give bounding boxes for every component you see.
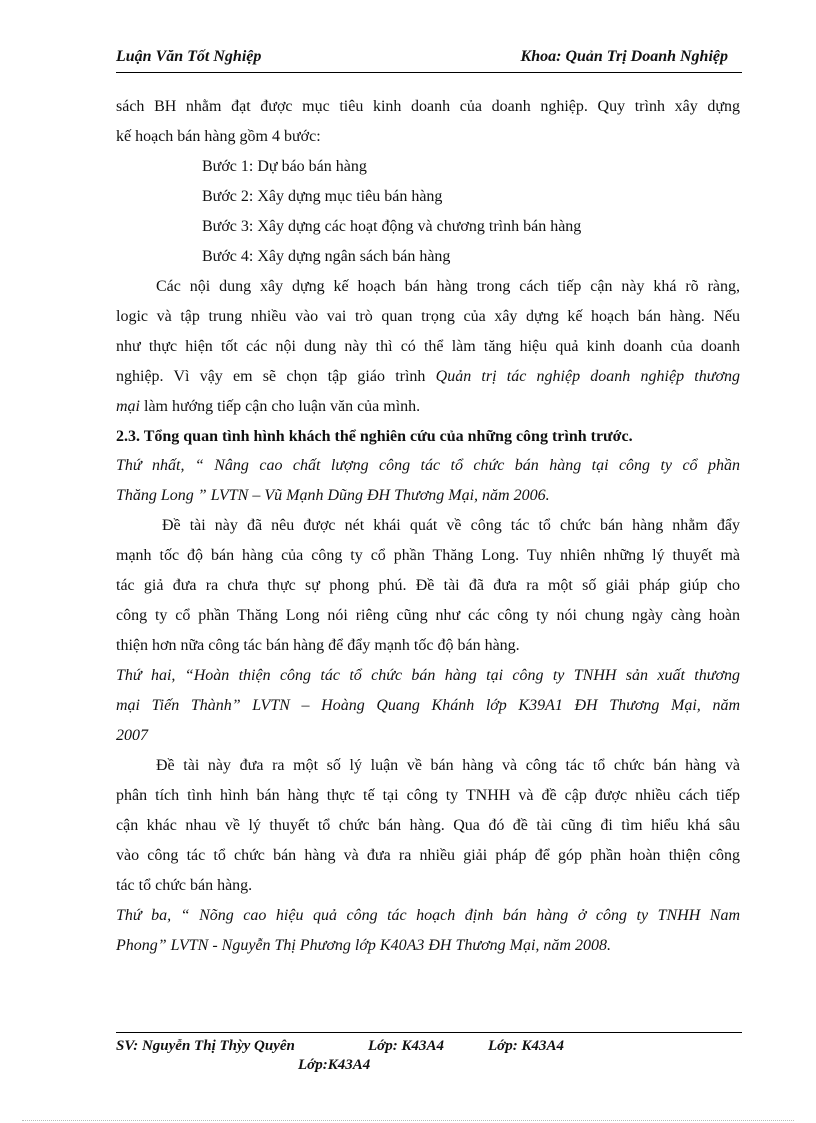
body-line: công ty cổ phần Thăng Long nói riêng cũng như các công ty nói chung ngày càng hoàn (116, 607, 740, 624)
body-line: logic và tập trung nhiều vào vai trò quan trọng của xây dựng kế hoạch bán hàng. Nếu (116, 308, 740, 325)
step-item: Bước 2: Xây dựng mục tiêu bán hàng (202, 188, 443, 205)
body-text: làm hướng tiếp cận cho luận văn của mình. (144, 398, 421, 415)
body-line: Đề tài này đưa ra một số lý luận về bán hàng và công tác tổ chức bán hàng và (156, 757, 740, 774)
reference-line: 2007 (116, 727, 148, 744)
body-line (116, 392, 740, 422)
body-line: sách BH nhằm đạt được mục tiêu kinh doanh của doanh nghiệp. Quy trình xây dựng (116, 98, 740, 115)
reference-line: Thứ hai, “Hoàn thiện công tác tổ chức bán hàng tại công ty TNHH sản xuất thương (116, 667, 740, 684)
header-faculty: Khoa: Quản Trị Doanh Nghiệp (520, 48, 728, 65)
reference-line: mại Tiến Thành” LVTN – Hoàng Quang Khánh lớp K39A1 ĐH Thương Mại, năm (116, 697, 740, 714)
page-edge-divider (22, 1120, 794, 1121)
body-line: tác giả đưa ra chưa thực sự phong phú. Đề tài đã đưa ra một số giải pháp giúp cho (116, 577, 740, 594)
page-body (116, 92, 740, 961)
step-item: Bước 4: Xây dựng ngân sách bán hàng (202, 248, 451, 265)
page-footer (116, 1032, 742, 1073)
body-line: Đề tài này đã nêu được nét khái quát về công tác tổ chức bán hàng nhằm đẩy (162, 517, 740, 534)
step-item: Bước 1: Dự báo bán hàng (202, 158, 367, 175)
reference-line: Thứ ba, “ Nõng cao hiệu quả công tác hoạch định bán hàng ở công ty TNHH Nam (116, 907, 740, 924)
footer-class: Lớp: K43A4 (488, 1038, 564, 1054)
book-title: mại (116, 398, 140, 415)
footer-student: SV: Nguyễn Thị Thỳy Quyên (116, 1038, 295, 1054)
body-text: nghiệp. Vì vậy em sẽ chọn tập giáo trình (116, 368, 426, 385)
body-line: kế hoạch bán hàng gồm 4 bước: (116, 128, 321, 145)
reference-line: Phong” LVTN - Nguyễn Thị Phương lớp K40A3 ĐH Thương Mại, năm 2008. (116, 937, 611, 954)
body-line: mạnh tốc độ bán hàng của công ty cổ phần Thăng Long. Tuy nhiên những lý thuyết mà (116, 547, 740, 564)
section-heading: 2.3. Tổng quan tình hình khách thể nghiên cứu của những công trình trước. (116, 428, 633, 445)
page-header (116, 46, 742, 73)
book-title: Quản trị tác nghiệp doanh nghiệp thương (435, 368, 741, 385)
body-line: thiện hơn nữa công tác bán hàng để đẩy mạnh tốc độ bán hàng. (116, 637, 520, 654)
body-line: như thực hiện tốt các nội dung này thì có thể làm tăng hiệu quả kinh doanh của doanh (116, 338, 740, 355)
reference-line: Thăng Long ” LVTN – Vũ Mạnh Dũng ĐH Thương Mại, năm 2006. (116, 487, 550, 504)
body-line (116, 362, 740, 392)
header-thesis-title: Luận Văn Tốt Nghiệp (116, 48, 262, 65)
body-line: vào công tác tổ chức bán hàng và đưa ra nhiều giải pháp để góp phần hoàn thiện công (116, 847, 740, 864)
footer-class: Lớp:K43A4 (298, 1057, 371, 1073)
footer-class: Lớp: K43A4 (368, 1038, 444, 1054)
step-item: Bước 3: Xây dựng các hoạt động và chương trình bán hàng (202, 218, 582, 235)
reference-line: Thứ nhất, “ Nâng cao chất lượng công tác tổ chức bán hàng tại công ty cổ phần (116, 457, 740, 474)
body-line: cận khác nhau về lý thuyết tổ chức bán hàng. Qua đó đề tài cũng đi tìm hiểu khá sâu (116, 817, 740, 834)
body-line: Các nội dung xây dựng kế hoạch bán hàng trong cách tiếp cận này khá rõ ràng, (156, 278, 740, 295)
body-line: tác tổ chức bán hàng. (116, 877, 253, 894)
body-line: phân tích tình hình bán hàng thực tế tại công ty TNHH và đề cập được nhiều cách tiếp (116, 787, 740, 804)
